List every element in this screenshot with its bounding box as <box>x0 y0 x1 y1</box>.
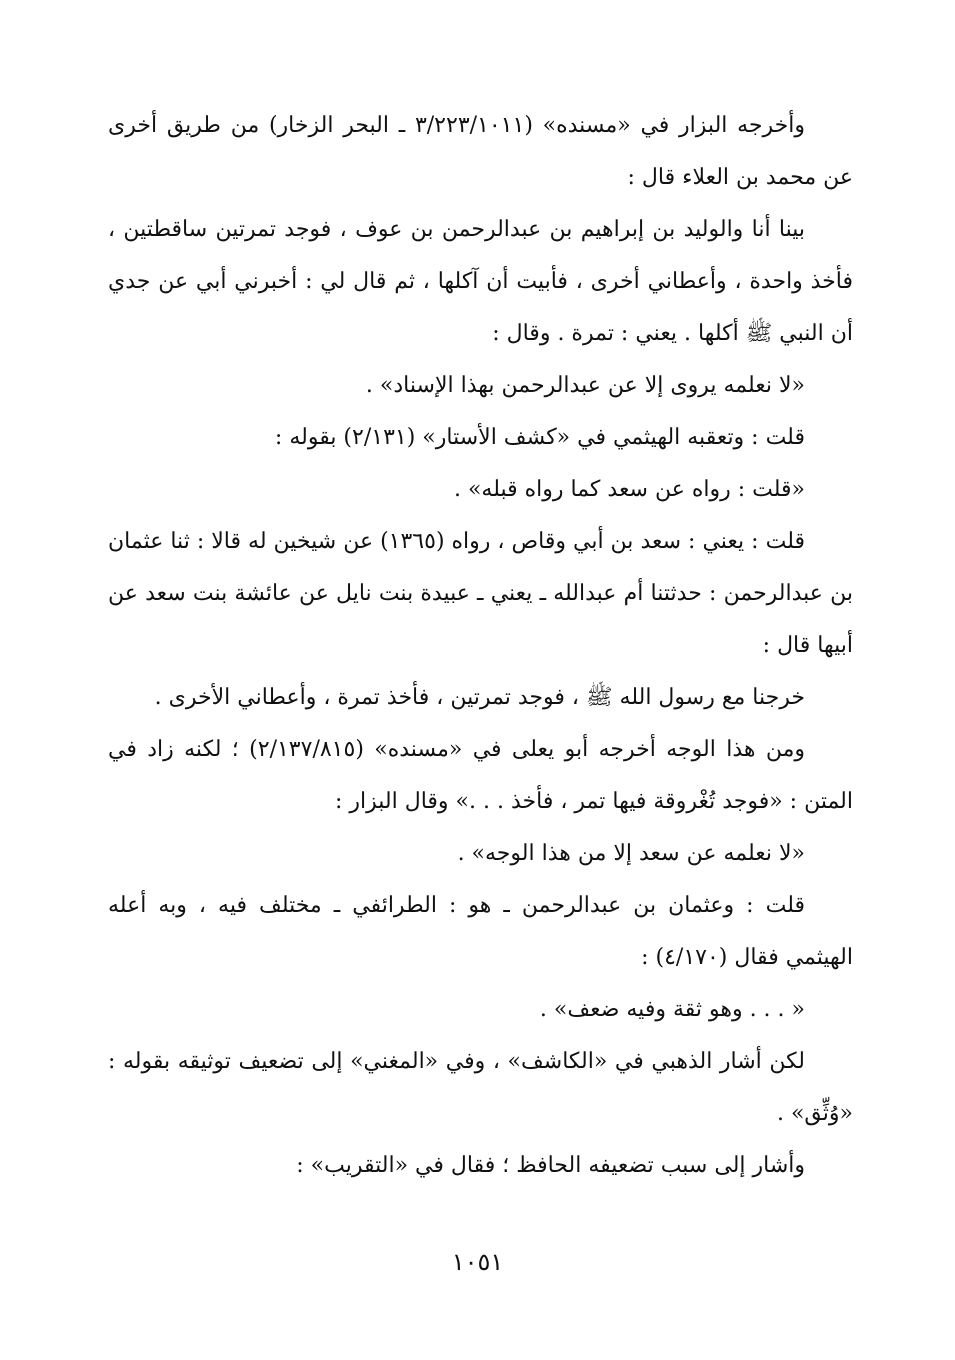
paragraph-2: بينا أنا والوليد بن إبراهيم بن عبدالرحمن بن عوف ، فوجد تمرتين ساقطتين ، فأخذ واحدة ، وأعطاني أخرى ، فأبيت أن آكلها ، ثم قال لي : أخبرني أبي عن جدي أن النبي ﷺ أكلها . يعني : تمرة . وقال : <box>108 217 853 346</box>
paragraph-5: «قلت : رواه عن سعد كما رواه قبله» . <box>453 477 805 502</box>
paragraph-1: وأخرجه البزار في «مسنده» (٣/٢٢٣/١٠١١ ـ البحر الزخار) من طريق أخرى عن محمد بن العلاء قال : <box>108 113 853 190</box>
paragraph-12: لكن أشار الذهبي في «الكاشف» ، وفي «المغني» إلى تضعيف توثيقه بقوله : «وُثِّق» . <box>108 1049 853 1126</box>
paragraph-4: قلت : وتعقبه الهيثمي في «كشف الأستار» (٢/١٣١) بقوله : <box>274 425 805 450</box>
paragraph-8: ومن هذا الوجه أخرجه أبو يعلى في «مسنده» (٢/١٣٧/٨١٥) ؛ لكنه زاد في المتن : «فوجد تُغْروقة فيها تمر ، فأخذ . . .» وقال البزار : <box>108 737 853 814</box>
page-number: ١٠٥١ <box>451 1248 504 1276</box>
paragraph-9: «لا نعلمه عن سعد إلا من هذا الوجه» . <box>457 841 805 866</box>
body-text <box>108 100 853 1192</box>
paragraph-11: « . . . وهو ثقة وفيه ضعف» . <box>539 997 805 1022</box>
paragraph-6: قلت : يعني : سعد بن أبي وقاص ، رواه (١٣٦٥) عن شيخين له قالا : ثنا عثمان بن عبدالرحمن : حدثتنا أم عبدالله ـ يعني ـ عبيدة بنت نايل عن عائشة بنت سعد عن أبيها قال : <box>108 529 853 658</box>
paragraph-13: وأشار إلى سبب تضعيفه الحافظ ؛ فقال في «التقريب» : <box>296 1153 805 1178</box>
paragraph-7: خرجنا مع رسول الله ﷺ ، فوجد تمرتين ، فأخذ تمرة ، وأعطاني الأخرى . <box>154 685 805 710</box>
paragraph-3: «لا نعلمه يروى إلا عن عبدالرحمن بهذا الإسناد» . <box>365 373 805 398</box>
paragraph-10: قلت : وعثمان بن عبدالرحمن ـ هو : الطرائفي ـ مختلف فيه ، وبه أعله الهيثمي فقال (٤/١٧٠) : <box>108 893 853 970</box>
